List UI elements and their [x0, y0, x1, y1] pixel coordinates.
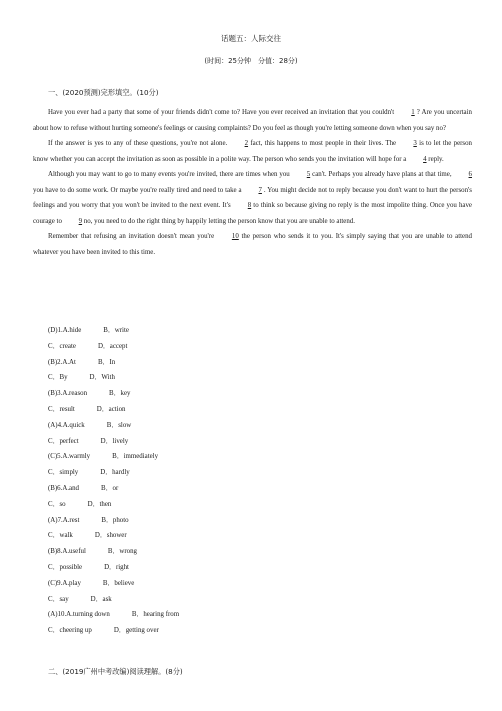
option-line: (B)2.A.At B．In: [48, 358, 116, 366]
page-title: 话题五：人际交往: [221, 34, 281, 43]
section-heading-cloze: 一、(2020预测)完形填空。(10分): [48, 88, 159, 97]
paragraph-2: If the answer is yes to any of these questions, you're not alone. 2 fact, this happens to most people in their lives. The 3 is to let the person know whether you can accept the invitation as soon as possible in a polite way. The person who sends you the invitation will hope for a 4 reply.: [33, 136, 472, 167]
blank-10: 10: [231, 233, 239, 240]
option-line: (B)8.A.useful B．wrong: [48, 548, 137, 556]
option-line: C．cheering up D．getting over: [48, 627, 159, 635]
blank-3: 3: [413, 140, 417, 147]
cloze-passage: [33, 105, 472, 260]
option-line: C．perfect D．lively: [48, 437, 129, 445]
option-line: (D)1.A.hide B．write: [48, 327, 129, 334]
option-line: (C)9.A.play B．believe: [48, 579, 135, 587]
option-line: C．create D．accept: [48, 342, 128, 350]
option-line: C．By D．With: [48, 374, 115, 382]
blank-2: 2: [244, 140, 249, 147]
section-heading-reading: 二、(2019广州中考改编)阅读理解。(8分): [48, 667, 183, 676]
answer-options: [48, 323, 179, 639]
option-line: (A)4.A.quick B．slow: [48, 421, 132, 429]
paragraph-4: Remember that refusing an invitation doesn't mean you're 10 the person who sends it to you. It's simply saying that you are unable to attend whatever you have been invited to this time.: [33, 229, 472, 260]
option-line: C．walk D．shower: [48, 532, 127, 540]
option-line: C．so D．then: [48, 500, 112, 508]
blank-1: 1: [411, 109, 415, 116]
page-subtitle: (时间：25分钟 分值：28分): [204, 57, 298, 65]
blank-5: 5: [306, 171, 311, 178]
option-line: C．simply D．hardly: [48, 469, 130, 477]
paragraph-1: Have you ever had a party that some of your friends didn't come to? Have you ever received an invitation that you couldn't 1 ? Are you uncertain about how to refuse without hurting someone's feelings or causing complaints? Do you feel as though you're letting someone down when you say no?: [33, 105, 472, 136]
blank-9: 9: [78, 217, 83, 225]
option-line: (B)6.A.and B．or: [48, 484, 119, 492]
blank-4: 4: [423, 155, 427, 163]
blank-7: 7: [258, 186, 262, 194]
option-line: (B)3.A.reason B．key: [48, 390, 131, 398]
option-line: (C)5.A.warmly B．immediately: [48, 453, 159, 461]
paragraph-3: Although you may want to go to many events you're invited, there are times when you 5 can't. Perhaps you already have plans at that time, 6 you have to do some work. Or maybe you're really tired and need to take a 7 . You might decide not to reply because you don't want to hurt the person's feelings and you worry that you won't be invited to the next event. It's 8 to think so because giving no reply is the most impolite thing. Once you have courage to 9 no, you need to do the right thing by happily letting the person know that you are unable to attend.: [33, 167, 472, 229]
option-line: C．say D．ask: [48, 595, 112, 603]
option-line: (A)7.A.rest B．photo: [48, 516, 129, 524]
option-line: C．result D．action: [48, 405, 126, 413]
option-line: (A)10.A.turning down B．hearing from: [48, 611, 180, 619]
blank-8: 8: [247, 202, 252, 209]
option-line: C．possible D．right: [48, 563, 129, 571]
blank-6: 6: [468, 171, 472, 178]
